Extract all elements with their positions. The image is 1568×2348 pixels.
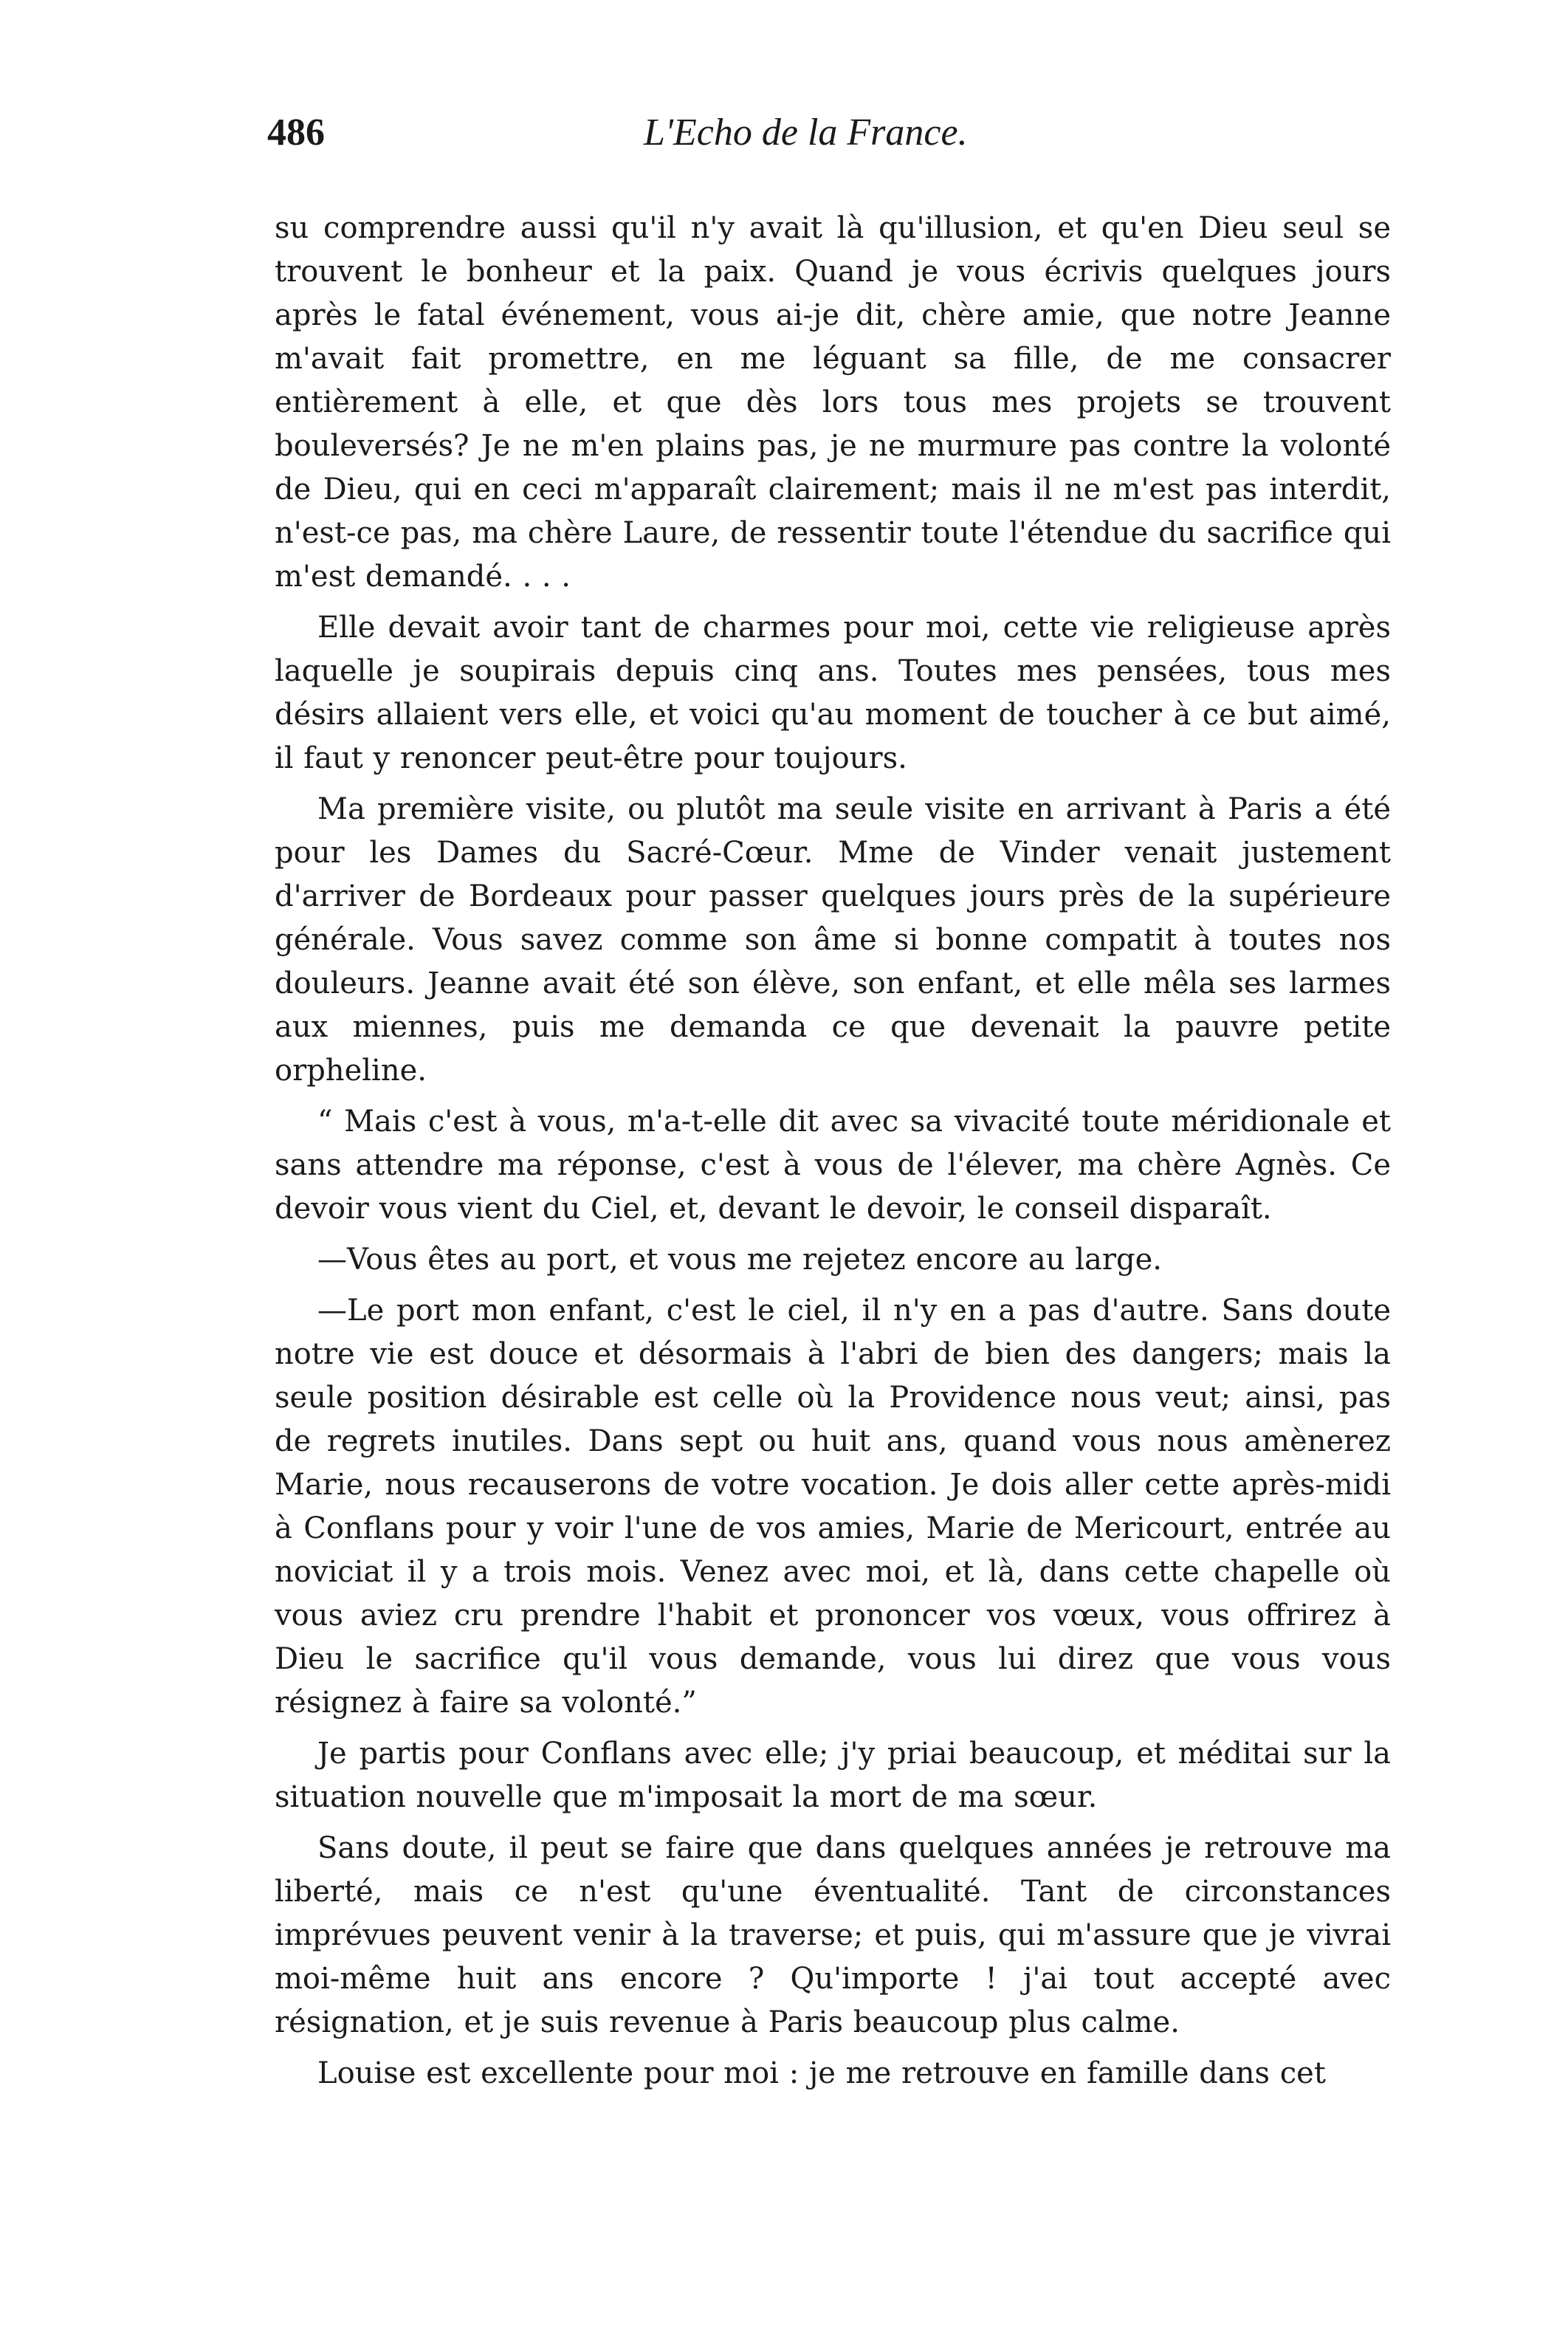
paragraph: Elle devait avoir tant de charmes pour moi, cette vie religieuse après laquelle je soupirais depuis cinq ans. Toutes mes pensées, tous mes désirs allaient vers elle, et voici qu'au moment de toucher à ce but aimé, il faut y renoncer peut-être pour toujours.: [275, 611, 1391, 775]
paragraph: —Le port mon enfant, c'est le ciel, il n'y en a pas d'autre. Sans doute notre vie est douce et désormais à l'abri de bien des dangers; mais la seule position désirable est celle où la Providence nous veut; ainsi, pas de regrets inutiles. Dans sept ou huit ans, quand vous nous amènerez Marie, nous recauserons de votre vocation. Je dois aller cette après-midi à Conflans pour y voir l'une de vos amies, Marie de Mericourt, entrée au noviciat il y a trois mois. Venez avec moi, et là, dans cette chapelle où vous aviez cru prendre l'habit et prononcer vos vœux, vous offrirez à Dieu le sacrifice qu'il vous demande, vous lui direz que vous vous résignez à faire sa volonté.”: [275, 1294, 1391, 1720]
paragraph: Louise est excellente pour moi : je me retrouve en famille dans cet: [317, 2056, 1326, 2090]
paragraph: Je partis pour Conflans avec elle; j'y priai beaucoup, et méditai sur la situation nouvelle que m'imposait la mort de ma sœur.: [275, 1737, 1391, 1814]
paragraph: Sans doute, il peut se faire que dans quelques années je retrouve ma liberté, mais ce n'est qu'une éventualité. Tant de circonstances imprévues peuvent venir à la traverse; et puis, qui m'assure que je vivrai moi-même huit ans encore ? Qu'importe ! j'ai tout accepté avec résignation, et je suis revenue à Paris beaucoup plus calme.: [275, 1831, 1391, 2039]
paragraph: su comprendre aussi qu'il n'y avait là qu'illusion, et qu'en Dieu seul se trouvent le bonheur et la paix. Quand je vous écrivis quelques jours après le fatal événement, vous ai-je dit, chère amie, que notre Jeanne m'avait fait promettre, en me léguant sa fille, de me consacrer entièrement à elle, et que dès lors tous mes projets se trouvent bouleversés? Je ne m'en plains pas, je ne murmure pas contre la volonté de Dieu, qui en ceci m'apparaît clairement; mais il ne m'est pas interdit, n'est-ce pas, ma chère Laure, de ressentir toute l'étendue du sacrifice qui m'est demandé. . . .: [275, 211, 1391, 594]
body-text: [275, 207, 1391, 2095]
paragraph: Ma première visite, ou plutôt ma seule visite en arrivant à Paris a été pour les Dames du Sacré-Cœur. Mme de Vinder venait justement d'arriver de Bordeaux pour passer quelques jours près de la supérieure générale. Vous savez comme son âme si bonne compatit à toutes nos douleurs. Jeanne avait été son élève, son enfant, et elle mêla ses larmes aux miennes, puis me demanda ce que devenait la pauvre petite orpheline.: [275, 792, 1391, 1088]
running-title: L'Echo de la France.: [644, 111, 968, 154]
page-number: 486: [267, 111, 325, 154]
page-header: [267, 111, 1389, 162]
paragraph: —Vous êtes au port, et vous me rejetez encore au large.: [317, 1243, 1162, 1277]
paragraph: “ Mais c'est à vous, m'a-t-elle dit avec sa vivacité toute méridionale et sans attendre ma réponse, c'est à vous de l'élever, ma chère Agnès. Ce devoir vous vient du Ciel, et, devant le devoir, le conseil disparaît.: [275, 1105, 1391, 1226]
